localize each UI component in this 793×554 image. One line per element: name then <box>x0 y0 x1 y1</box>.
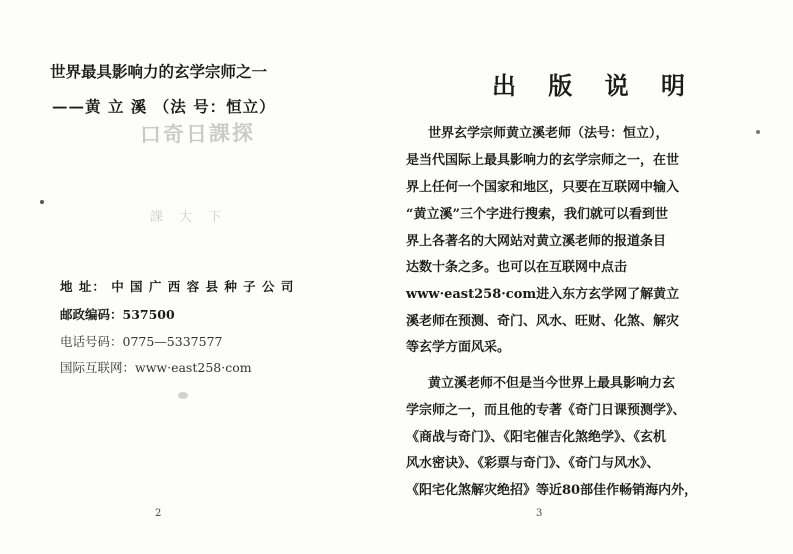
title-line-2: ——黄 立 溪 （法 号：恒立） <box>52 97 276 116</box>
ink-smudge <box>178 392 188 399</box>
body-line: 溪老师在预测、奇门、风水、旺财、化煞、解灾 <box>406 314 680 329</box>
body-line: 黄立溪老师不但是当今世界上最具影响力玄 <box>428 376 676 391</box>
body-line: 《商战与奇门》、《阳宅催吉化煞绝学》、《玄机 <box>406 430 667 445</box>
postcode-line: 邮政编码：537500 <box>60 307 175 322</box>
body-line: 是当代国际上最具影响力的玄学宗师之一，在世 <box>406 153 680 168</box>
body-line: 达数十条之多。也可以在互联网中点击 <box>406 260 628 275</box>
phone-line: 电话号码：0775—5337577 <box>60 334 223 349</box>
body-line: 《阳宅化煞解灾绝招》等近80部佳作畅销海内外， <box>406 483 698 498</box>
body-line: 学宗师之一，而且他的专著《奇门日课预测学》、 <box>406 403 686 418</box>
ink-dot <box>40 200 44 204</box>
body-line: 风水密诀》、《彩票与奇门》、《奇门与风水》、 <box>406 456 660 471</box>
website-line: 国际互联网：www·east258·com <box>60 360 252 375</box>
ink-dot <box>756 130 760 134</box>
body-line: 界上各著名的大网站对黄立溪老师的报道条目 <box>406 234 667 249</box>
faded-bleed-through-text-2: 課 大 下 <box>150 210 228 225</box>
body-line: 世界玄学宗师黄立溪老师（法号：恒立）， <box>428 126 669 141</box>
page-number-left: 2 <box>155 508 162 519</box>
faded-bleed-through-text: 口奇日課探 <box>139 119 256 148</box>
body-line: 等玄学方面风采。 <box>406 340 511 355</box>
page-number-right: 3 <box>536 508 543 519</box>
left-page <box>0 0 396 554</box>
right-page <box>396 0 793 554</box>
body-line: “黄立溪”三个字进行搜索，我们就可以看到世 <box>406 207 668 222</box>
title-line-1: 世界最具影响力的玄学宗师之一 <box>50 62 268 81</box>
body-line: 界上任何一个国家和地区，只要在互联网中输入 <box>406 180 680 195</box>
section-title: 出 版 说 明 <box>491 71 698 100</box>
address-line: 地 址： 中 国 广 西 容 县 种 子 公 司 <box>60 279 295 294</box>
body-line: www·east258·com进入东方玄学网了解黄立 <box>406 287 680 302</box>
